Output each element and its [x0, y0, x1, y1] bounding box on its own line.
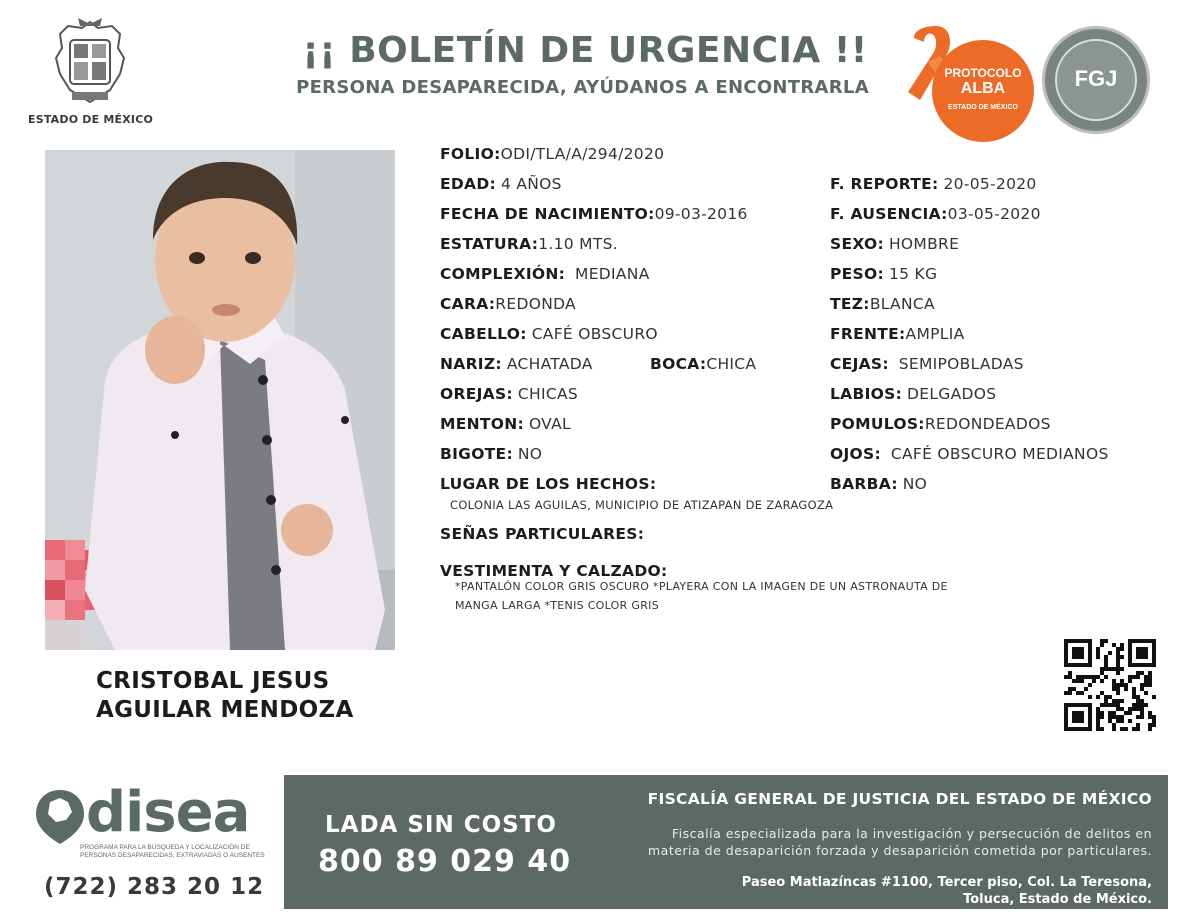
field-value: NO	[902, 475, 928, 493]
field-value: NO	[517, 445, 543, 463]
field-labios	[830, 384, 996, 404]
odisea-caption: PROGRAMA PARA LA BÚSQUEDA Y LOCALIZACIÓN DE PERSONAS DESAPARECIDAS, EXTRAVIADAS O AUSENTES	[80, 844, 265, 859]
field-value: CHICAS	[517, 385, 578, 403]
field-value: 1.10 MTS.	[538, 235, 618, 253]
field-lugar-value: COLONIA LAS AGUILAS, MUNICIPIO DE ATIZAPAN DE ZARAGOZA	[450, 498, 834, 512]
field-label: F. REPORTE:	[830, 175, 939, 193]
field-vestimenta-label	[440, 561, 667, 581]
field-value: CHICA	[706, 355, 757, 373]
field-vestimenta-line-2: MANGA LARGA *TENIS COLOR GRIS	[455, 599, 659, 612]
field-edad	[440, 174, 562, 194]
field-label: FRENTE:	[830, 325, 906, 343]
field-value: BLANCA	[869, 295, 935, 313]
state-label: ESTADO DE MÉXICO	[28, 113, 154, 126]
field-folio	[440, 144, 664, 164]
field-pomulos	[830, 414, 1051, 434]
name-line-2: AGUILAR MENDOZA	[96, 697, 354, 723]
field-label: BIGOTE:	[440, 445, 513, 463]
field-value: REDONDEADOS	[924, 415, 1051, 433]
field-value: 03-05-2020	[947, 205, 1041, 223]
address-line-2: Toluca, Estado de México.	[963, 892, 1152, 907]
lada-number[interactable]: 800 89 029 40	[318, 844, 572, 879]
field-value: HOMBRE	[888, 235, 960, 253]
field-value: MEDIANA	[575, 265, 650, 283]
field-label: MENTON:	[440, 415, 525, 433]
field-value: 09-03-2016	[654, 205, 748, 223]
field-label: CEJAS:	[830, 355, 889, 373]
alba-line2: ALBA	[960, 80, 1006, 97]
agency-name: FISCALÍA GENERAL DE JUSTICIA DEL ESTADO DE MÉXICO	[647, 790, 1152, 808]
lada-label: LADA SIN COSTO	[325, 812, 557, 838]
field-estatura	[440, 234, 618, 254]
agency-address	[600, 874, 1152, 908]
field-orejas	[440, 384, 578, 404]
field-label: SEÑAS PARTICULARES:	[440, 525, 645, 543]
field-complexion	[440, 264, 650, 284]
odisea-word: disea	[86, 780, 250, 845]
alba-line3: ESTADO DE MÉXICO	[948, 104, 1018, 111]
field-senas	[440, 524, 644, 544]
field-f-ausencia	[830, 204, 1041, 224]
field-ojos	[830, 444, 1109, 464]
field-label: BOCA:	[650, 355, 707, 373]
odisea-logo	[34, 780, 274, 868]
field-label: COMPLEXIÓN:	[440, 265, 566, 283]
address-line-1: Paseo Matlazíncas #1100, Tercer piso, Col. La Teresona,	[741, 875, 1152, 890]
field-boca	[650, 354, 756, 374]
field-label: PESO:	[830, 265, 884, 283]
field-label: POMULOS:	[830, 415, 925, 433]
field-value: AMPLIA	[905, 325, 965, 343]
field-value: 20-05-2020	[943, 175, 1037, 193]
field-value: OVAL	[528, 415, 571, 433]
field-fecha-nacimiento	[440, 204, 748, 224]
field-nariz	[440, 354, 593, 374]
field-label: OJOS:	[830, 445, 881, 463]
field-label: CARA:	[440, 295, 496, 313]
bulletin-title: ¡¡ BOLETÍN DE URGENCIA !!	[302, 30, 868, 71]
bulletin-subtitle: PERSONA DESAPARECIDA, AYÚDANOS A ENCONTRARLA	[296, 77, 869, 98]
field-label: CABELLO:	[440, 325, 527, 343]
field-value: CAFÉ OBSCURO	[531, 325, 658, 343]
field-peso	[830, 264, 937, 284]
fgj-seal-text: FGJ	[1074, 66, 1118, 91]
field-frente	[830, 324, 964, 344]
state-coat-of-arms-icon	[50, 18, 130, 110]
field-sexo	[830, 234, 959, 254]
field-label: LUGAR DE LOS HECHOS:	[440, 475, 657, 493]
field-value: SEMIPOBLADAS	[898, 355, 1024, 373]
name-line-1: CRISTOBAL JESUS	[96, 668, 330, 694]
field-value: DELGADOS	[907, 385, 997, 403]
field-value: REDONDA	[495, 295, 576, 313]
field-barba	[830, 474, 927, 494]
field-value: ODI/TLA/A/294/2020	[500, 145, 665, 163]
agency-description	[600, 825, 1152, 859]
field-menton	[440, 414, 571, 434]
field-label: BARBA:	[830, 475, 898, 493]
alba-line1: PROTOCOLO	[944, 66, 1022, 80]
field-cabello	[440, 324, 658, 344]
protocolo-alba-badge	[906, 22, 1036, 134]
field-label: SEXO:	[830, 235, 885, 253]
missing-person-photo	[45, 150, 395, 650]
field-label: FECHA DE NACIMIENTO:	[440, 205, 655, 223]
field-value: 4 AÑOS	[500, 175, 562, 193]
field-value: CAFÉ OBSCURO MEDIANOS	[890, 445, 1109, 463]
field-label: ESTATURA:	[440, 235, 539, 253]
fgj-seal-icon	[1042, 26, 1150, 134]
field-value: 15 KG	[888, 265, 938, 283]
agency-description-line-1: Fiscalía especializada para la investigación y persecución de delitos en	[671, 826, 1152, 841]
field-bigote	[440, 444, 542, 464]
field-label: FOLIO:	[440, 145, 501, 163]
field-label: TEZ:	[830, 295, 870, 313]
field-value: ACHATADA	[506, 355, 593, 373]
odisea-phone[interactable]: (722) 283 20 12	[44, 874, 265, 900]
field-label: F. AUSENCIA:	[830, 205, 948, 223]
qr-code-icon[interactable]	[1064, 639, 1156, 731]
field-label: LABIOS:	[830, 385, 903, 403]
field-tez	[830, 294, 935, 314]
field-label: EDAD:	[440, 175, 497, 193]
missing-person-name	[96, 667, 354, 725]
field-cejas	[830, 354, 1024, 374]
field-label: NARIZ:	[440, 355, 502, 373]
field-label: VESTIMENTA Y CALZADO:	[440, 562, 668, 580]
field-cara	[440, 294, 576, 314]
field-lugar-label	[440, 474, 656, 494]
agency-description-line-2: materia de desaparición forzada y desaparición cometida por particulares.	[647, 843, 1152, 858]
field-label: OREJAS:	[440, 385, 513, 403]
field-vestimenta-line-1: *PANTALÓN COLOR GRIS OSCURO *PLAYERA CON LA IMAGEN DE UN ASTRONAUTA DE	[455, 580, 948, 593]
odisea-map-pin-icon	[34, 788, 86, 846]
field-f-reporte	[830, 174, 1037, 194]
